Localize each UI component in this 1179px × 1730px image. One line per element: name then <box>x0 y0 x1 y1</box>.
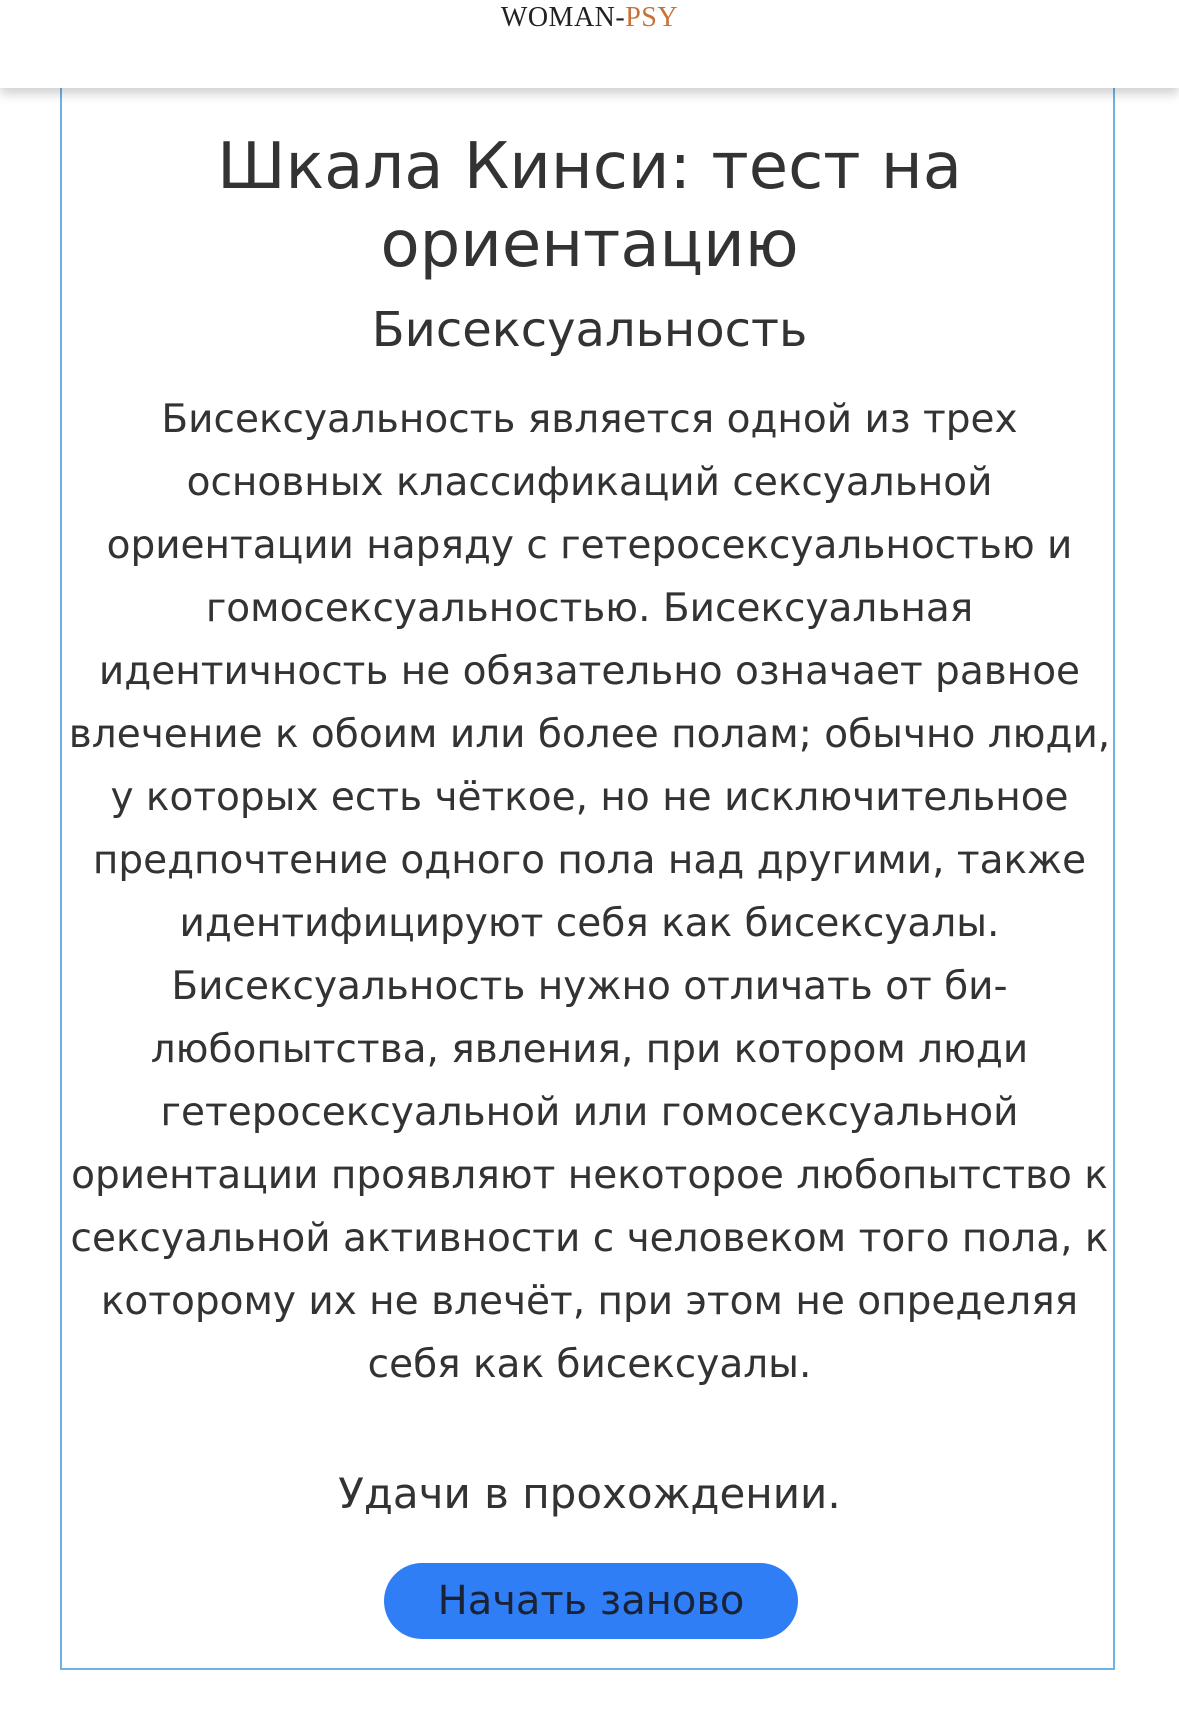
restart-button[interactable]: Начать заново <box>384 1563 798 1639</box>
result-heading: Бисексуальность <box>371 302 808 358</box>
logo-text-psy: PSY <box>625 2 679 33</box>
result-card <box>60 80 1115 1670</box>
result-description: Бисексуальность является одной из трех основных классификаций сексуальной ориентации наряду с гетеросексуальностью и гомосексуальностью. Бисексуальная идентичность не обязательно означает равное влечение к обоим или более полам; обычно люди, у которых есть чёткое, но не исключительное предпочтение одного пола над другими, также идентифицируют себя как бисексуалы. Бисексуальность нужно отличать от би-любопытства, явления, при котором люди гетеросексуальной или гомосексуальной ориентации проявляют некоторое любопытство к сексуальной активности с человеком того пола, к которому их не влечёт, при этом не определяя себя как бисексуалы. <box>68 397 1111 1387</box>
logo-text-woman: WOMAN- <box>500 2 626 33</box>
site-logo[interactable] <box>0 2 1179 34</box>
quiz-title: Шкала Кинси: тест на ориентацию <box>217 130 962 282</box>
good-luck-text: Удачи в прохождении. <box>338 1469 841 1518</box>
site-header <box>0 0 1179 88</box>
